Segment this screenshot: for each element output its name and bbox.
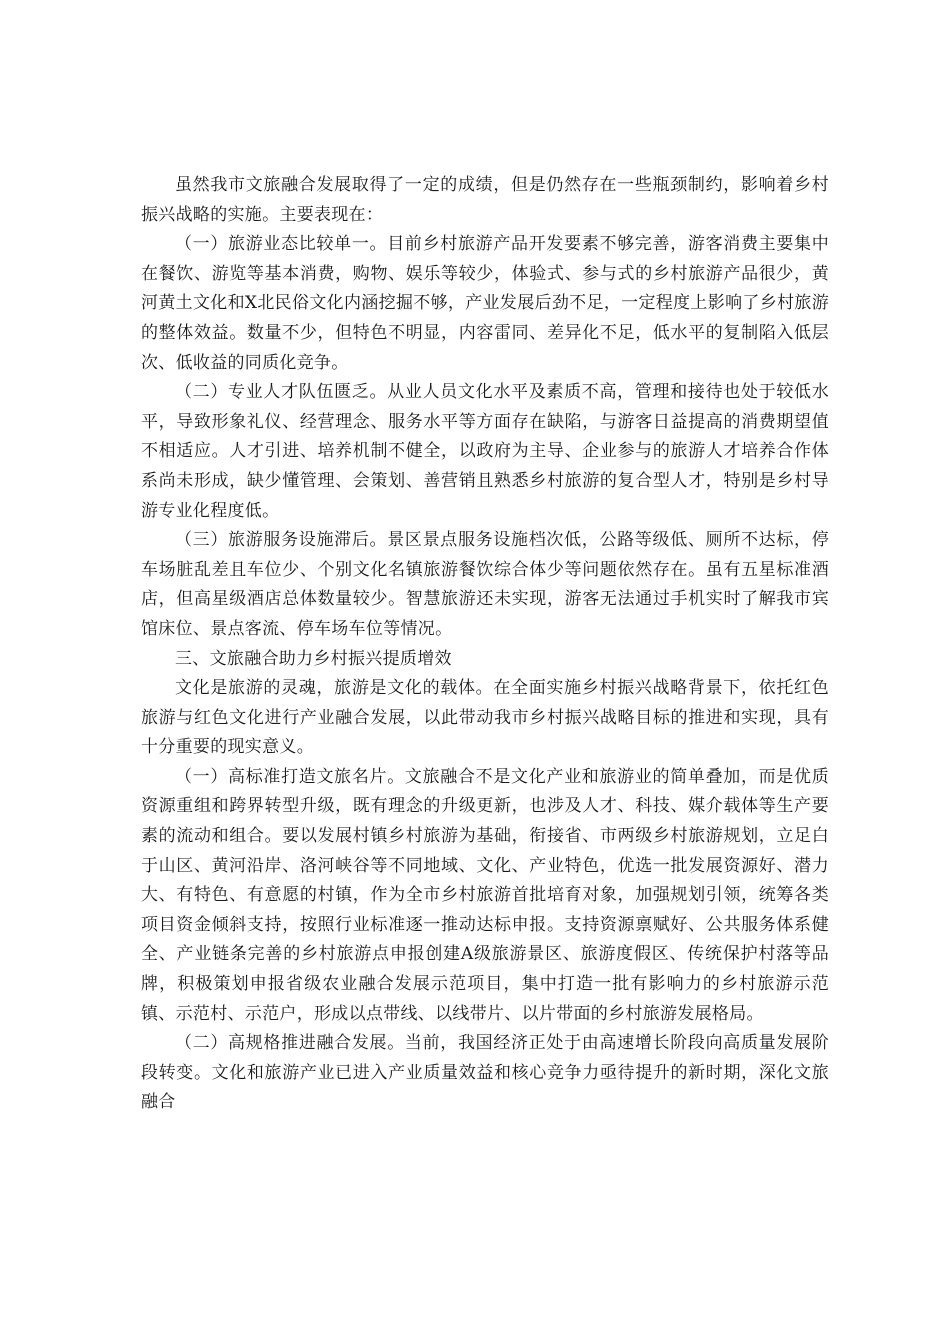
paragraph-tourism-format: （一）旅游业态比较单一。目前乡村旅游产品开发要素不够完善，游客消费主要集中在餐饮、游览等基本消费，购物、娱乐等较少，体验式、参与式的乡村旅游产品很少，黄河黄土文化和X北民俗文化内涵挖掘不够，产业发展后劲不足，一定程度上影响了乡村旅游的整体效益。数量不少，但特色不明显，内容雷同、差异化不足，低水平的复制陷入低层次、低收益的同质化竞争。: [141, 234, 829, 373]
paragraph-intro: 虽然我市文旅融合发展取得了一定的成绩，但是仍然存在一些瓶颈制约，影响着乡村振兴战略的实施。主要表现在：: [141, 175, 829, 225]
paragraph-talent-shortage: （二）专业人才队伍匮乏。从业人员文化水平及素质不高，管理和接待也处于较低水平，导致形象礼仪、经营理念、服务水平等方面存在缺陷，与游客日益提高的消费期望值不相适应。人才引进、培养机制不健全，以政府为主导、企业参与的旅游人才培养合作体系尚未形成，缺少懂管理、会策划、善营销且熟悉乡村旅游的复合型人才，特别是乡村导游专业化程度低。: [141, 382, 829, 521]
paragraph-service-facilities: （三）旅游服务设施滞后。景区景点服务设施档次低，公路等级低、厕所不达标，停车场脏乱差且车位少、个别文化名镇旅游餐饮综合体少等问题依然存在。虽有五星标准酒店，但高星级酒店总体数量较少。智慧旅游还未实现，游客无法通过手机实时了解我市宾馆床位、景点客流、停车场车位等情况。: [141, 530, 829, 639]
document-body: [141, 171, 829, 1118]
paragraph-culture-soul: 文化是旅游的灵魂，旅游是文化的载体。在全面实施乡村振兴战略背景下，依托红色旅游与红色文化进行产业融合发展，以此带动我市乡村振兴战略目标的推进和实现，具有十分重要的现实意义。: [141, 678, 829, 758]
paragraph-high-level: （二）高规格推进融合发展。当前，我国经济正处于由高速增长阶段向高质量发展阶段转变。文化和旅游产业已进入产业质量效益和核心竞争力亟待提升的新时期，深化文旅融合: [141, 1033, 829, 1113]
section-heading: 三、文旅融合助力乡村振兴提质增效: [175, 648, 452, 669]
paragraph-high-standard: （一）高标准打造文旅名片。文旅融合不是文化产业和旅游业的简单叠加，而是优质资源重组和跨界转型升级，既有理念的升级更新，也涉及人才、科技、媒介载体等生产要素的流动和组合。要以发展村镇乡村旅游为基础，衔接省、市两级乡村旅游规划，立足白于山区、黄河沿岸、洛河峡谷等不同地域、文化、产业特色，优选一批发展资源好、潜力大、有特色、有意愿的村镇，作为全市乡村旅游首批培育对象，加强规划引领，统筹各类项目资金倾斜支持，按照行业标准逐一推动达标申报。支持资源禀赋好、公共服务体系健全、产业链条完善的乡村旅游点申报创建A级旅游景区、旅游度假区、传统保护村落等品牌，积极策划申报省级农业融合发展示范项目，集中打造一批有影响力的乡村旅游示范镇、示范村、示范户，形成以点带线、以线带片、以片带面的乡村旅游发展格局。: [141, 766, 829, 1024]
